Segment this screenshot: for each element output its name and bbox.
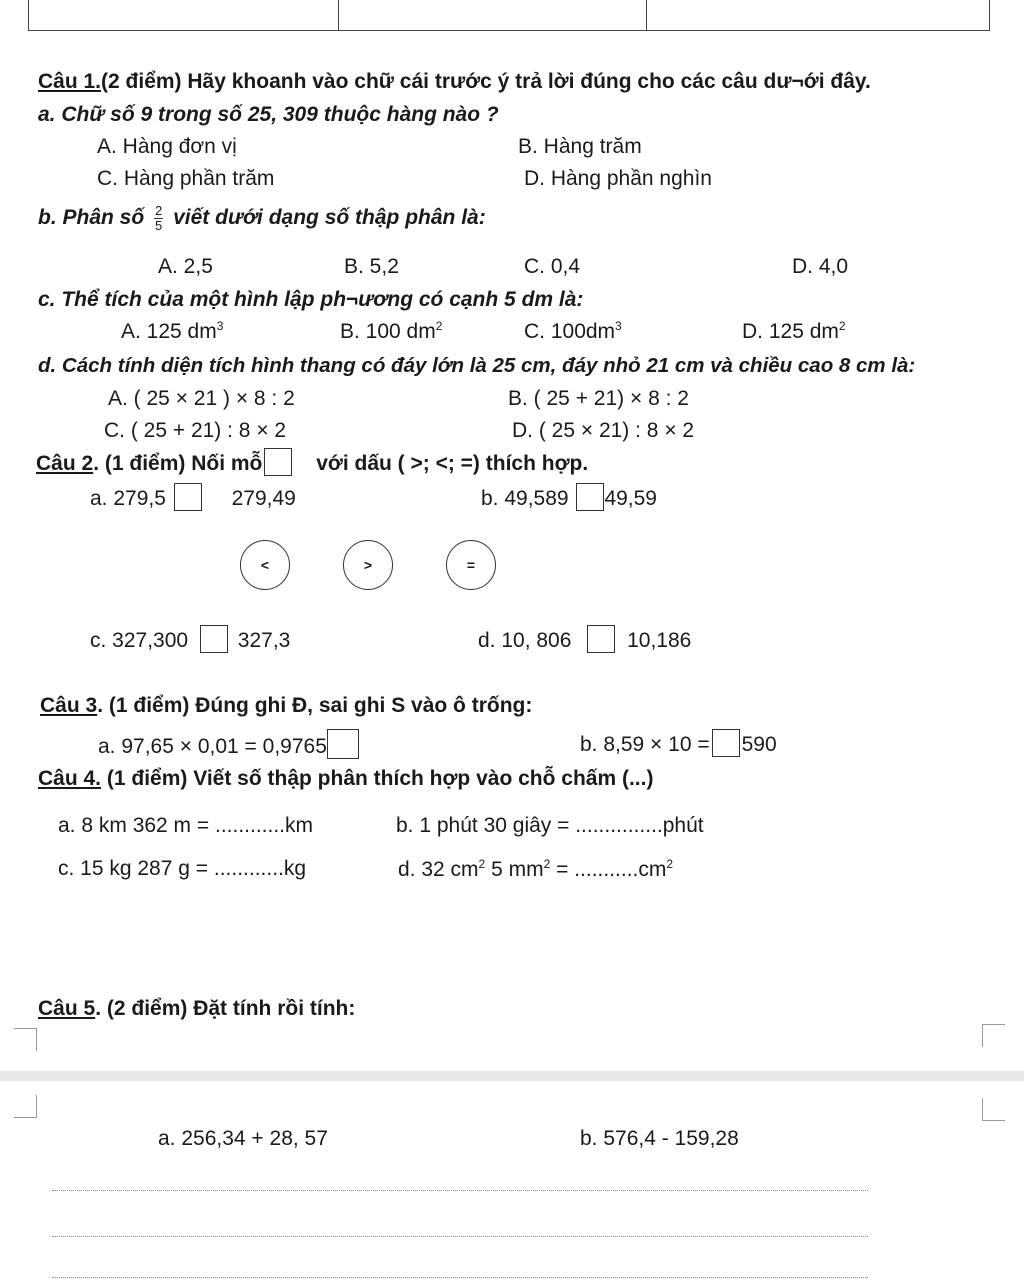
q2b-left: b. 49,589: [481, 487, 569, 510]
q1-heading-text: (2 điểm) Hãy khoanh vào chữ cái trước ý trả lời đúng cho các câu dư¬ới đây.: [101, 70, 871, 93]
fraction-denominator: 5: [155, 218, 163, 233]
q1d-option-d[interactable]: D. ( 25 × 21) : 8 × 2: [512, 419, 695, 442]
q1c-option-b[interactable]: [340, 319, 442, 344]
exponent: 2: [543, 857, 551, 871]
q3a-box[interactable]: [327, 729, 359, 759]
page-break: [0, 1071, 1024, 1081]
q1b-prompt-pre: b. Phân số: [38, 206, 145, 230]
q1a-option-b[interactable]: B. Hàng trăm: [518, 135, 642, 158]
q4d-item[interactable]: [398, 857, 673, 882]
exponent: 3: [615, 319, 622, 333]
q3b-row: [580, 729, 777, 757]
q5-heading: [38, 997, 355, 1021]
q3a-text: a. 97,65 × 0,01 = 0,9765: [98, 735, 327, 758]
table-divider-1: [338, 0, 339, 31]
answer-line[interactable]: [52, 1190, 868, 1191]
q2c-right: 327,3: [237, 629, 291, 652]
page-corner-marker: [14, 1028, 37, 1051]
q4a-item[interactable]: a. 8 km 362 m = ............km: [58, 814, 313, 837]
q2-heading-pre: . (1 điểm) Nối mỗ: [93, 452, 263, 475]
q2a-row: [90, 483, 296, 511]
fraction: [154, 204, 163, 233]
answer-box[interactable]: [264, 448, 292, 476]
table-bottom-border: [28, 30, 990, 31]
exponent: 2: [838, 319, 846, 333]
q1b-prompt-post: viết dưới dạng số thập phân là:: [173, 206, 486, 230]
q1b-option-d[interactable]: D. 4,0: [792, 255, 849, 278]
q5b-item: b. 576,4 - 159,28: [580, 1127, 739, 1150]
q2c-left: c. 327,300: [90, 629, 189, 652]
q4b-item[interactable]: b. 1 phút 30 giây = ...............phút: [396, 814, 704, 837]
q1a-option-c[interactable]: C. Hàng phần trăm: [97, 167, 275, 190]
q2-label: Câu 2: [36, 452, 94, 475]
q2d-row: [478, 625, 691, 653]
q2a-left: a. 279,5: [90, 487, 166, 510]
fraction-numerator: 2: [155, 203, 163, 218]
q2b-row: [481, 483, 657, 511]
q1a-option-a[interactable]: A. Hàng đơn vị: [97, 135, 237, 158]
q2d-right: 10,186: [627, 629, 692, 652]
q4-heading: [38, 767, 653, 791]
q4d-mid: 5 mm: [485, 858, 544, 881]
q5-heading-text: . (2 điểm) Đặt tính rồi tính:: [95, 997, 356, 1020]
q4d-pre: d. 32 cm: [398, 858, 479, 881]
q4d-post: = ...........cm: [550, 858, 667, 881]
q1c-option-d-text: D. 125 dm: [742, 320, 839, 343]
q5-label: Câu 5: [38, 997, 96, 1020]
q4-label: Câu 4.: [38, 767, 102, 790]
q2d-left: d. 10, 806: [478, 629, 572, 652]
q3-label: Câu 3: [40, 694, 98, 717]
q1a-option-d[interactable]: D. Hàng phần nghìn: [524, 167, 712, 190]
q1c-option-a-text: A. 125 dm: [121, 320, 217, 343]
table-left-border: [28, 0, 29, 31]
q2-heading-post: với dấu ( >; <; =) thích hợp.: [310, 452, 589, 475]
page-corner-marker: [982, 1098, 1005, 1121]
q1d-prompt: d. Cách tính diện tích hình thang có đáy lớn là 25 cm, đáy nhỏ 21 cm và chiều cao 8 cm là:: [38, 354, 916, 377]
q3b-result: 590: [741, 733, 777, 756]
q3b-box[interactable]: [712, 729, 740, 757]
q2b-right: 49,59: [604, 487, 657, 510]
q1c-option-d[interactable]: [742, 319, 846, 344]
q1c-option-b-text: B. 100 dm: [340, 320, 436, 343]
exponent: 2: [666, 857, 674, 871]
q1c-prompt: c. Thể tích của một hình lập ph¬ương có cạnh 5 dm là:: [38, 288, 584, 311]
exponent: 2: [478, 857, 486, 871]
q1b-prompt: [38, 204, 486, 233]
q4c-item[interactable]: c. 15 kg 287 g = ............kg: [58, 857, 307, 880]
q3-heading: [40, 694, 532, 718]
exponent: 2: [435, 319, 443, 333]
answer-line[interactable]: [52, 1236, 868, 1237]
equal-circle[interactable]: =: [446, 540, 496, 590]
q1a-prompt: a. Chữ số 9 trong số 25, 309 thuộc hàng nào ?: [38, 103, 499, 126]
q1c-option-a[interactable]: [121, 319, 223, 344]
q2c-row: [90, 625, 290, 653]
table-right-border: [989, 0, 990, 31]
q1c-option-c-text: C. 100dm: [524, 320, 616, 343]
page-corner-marker: [14, 1095, 37, 1118]
q1-label: Câu 1.: [38, 70, 102, 93]
q1b-option-b[interactable]: B. 5,2: [344, 255, 399, 278]
q1d-option-b[interactable]: B. ( 25 + 21) × 8 : 2: [508, 387, 689, 410]
q2c-box[interactable]: [200, 625, 228, 653]
q3a-row: [98, 729, 359, 759]
page-corner-marker: [982, 1024, 1005, 1047]
q1d-option-c[interactable]: C. ( 25 + 21) : 8 × 2: [104, 419, 287, 442]
q1-heading: [38, 70, 871, 94]
q1b-option-c[interactable]: C. 0,4: [524, 255, 581, 278]
q2d-box[interactable]: [587, 625, 615, 653]
q2a-box[interactable]: [174, 483, 202, 511]
q3-heading-text: . (1 điểm) Đúng ghi Đ, sai ghi S vào ô trống:: [97, 694, 533, 717]
answer-line[interactable]: [52, 1277, 868, 1278]
q2b-box[interactable]: [576, 483, 604, 511]
q1b-option-a[interactable]: A. 2,5: [158, 255, 213, 278]
q2a-right: 279,49: [231, 487, 296, 510]
less-than-circle[interactable]: <: [240, 540, 290, 590]
q1c-option-c[interactable]: [524, 319, 622, 344]
exponent: 3: [216, 319, 224, 333]
q5a-item: a. 256,34 + 28, 57: [158, 1127, 328, 1150]
q4-heading-text: (1 điểm) Viết số thập phân thích hợp vào chỗ chấm (...): [101, 767, 654, 790]
greater-than-circle[interactable]: >: [343, 540, 393, 590]
q3b-text: b. 8,59 × 10 =: [580, 733, 710, 756]
table-divider-2: [646, 0, 647, 31]
q1d-option-a[interactable]: A. ( 25 × 21 ) × 8 : 2: [108, 387, 295, 410]
q2-heading: [36, 448, 588, 476]
